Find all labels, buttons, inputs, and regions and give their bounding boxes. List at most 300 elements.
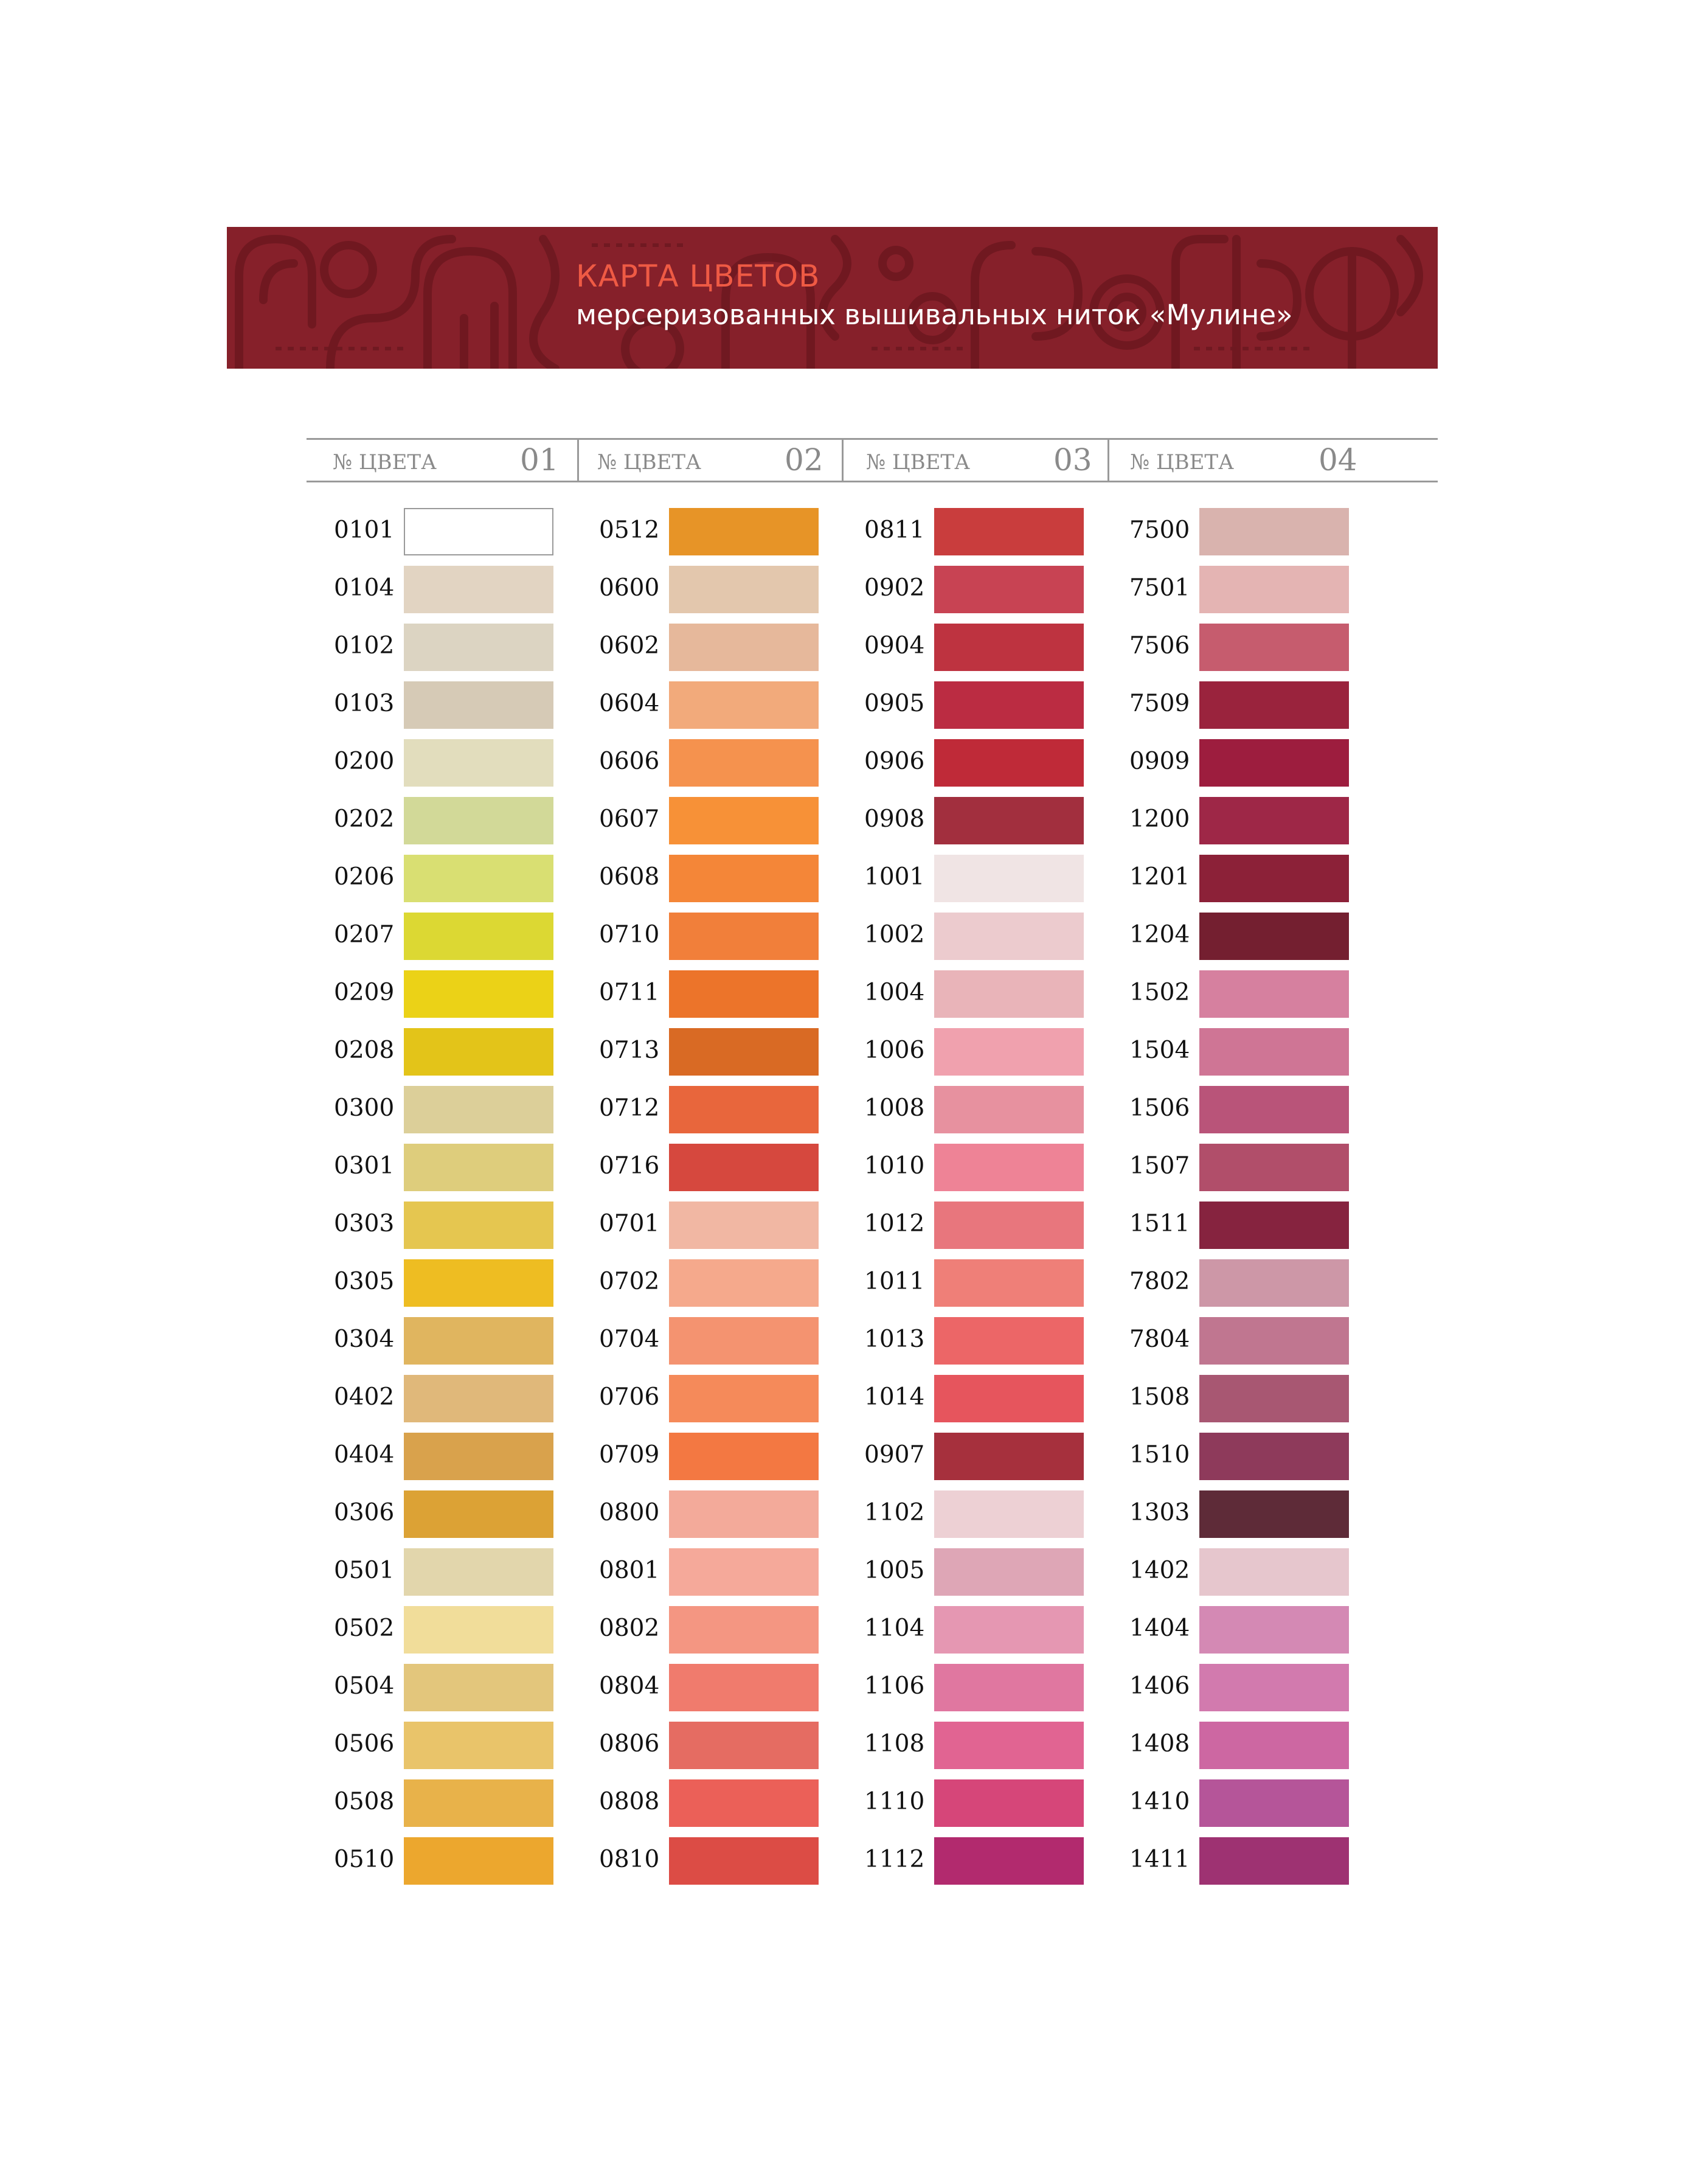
color-code: 1201 (1129, 863, 1190, 891)
color-code: 0710 (599, 921, 660, 948)
color-row (599, 1144, 854, 1192)
color-row (864, 681, 1120, 730)
color-code: 0702 (599, 1268, 660, 1295)
color-row (599, 1606, 854, 1655)
color-swatch (404, 1028, 553, 1076)
color-row (334, 855, 589, 903)
color-swatch (1199, 1317, 1349, 1365)
color-row (599, 739, 854, 788)
color-code: 1508 (1129, 1383, 1190, 1411)
color-code: 0404 (334, 1441, 395, 1469)
color-code: 0704 (599, 1326, 660, 1353)
color-swatch (669, 1664, 819, 1711)
color-row (864, 1490, 1120, 1539)
color-swatch (934, 1259, 1084, 1307)
table-header-bottom-rule (307, 481, 1438, 482)
color-row (599, 1548, 854, 1597)
color-row (334, 1259, 589, 1308)
color-code: 0806 (599, 1730, 660, 1758)
color-row (1129, 1664, 1385, 1713)
color-row (864, 1548, 1120, 1597)
color-code: 0600 (599, 574, 660, 602)
color-row (599, 1375, 854, 1424)
color-row (334, 1202, 589, 1250)
color-row (1129, 566, 1385, 614)
color-swatch (669, 566, 819, 613)
color-swatch (404, 1202, 553, 1249)
color-row (1129, 1144, 1385, 1192)
column-divider (577, 438, 579, 482)
color-swatch (404, 1837, 553, 1885)
color-row (864, 508, 1120, 557)
color-code: 0607 (599, 805, 660, 833)
page-title: КАРТА ЦВЕТОВ (576, 259, 820, 294)
color-code: 0800 (599, 1499, 660, 1526)
color-swatch (669, 970, 819, 1018)
color-code: 1404 (1129, 1615, 1190, 1642)
color-row (334, 797, 589, 846)
color-swatch (669, 1259, 819, 1307)
color-row (334, 624, 589, 672)
color-swatch (669, 508, 819, 555)
color-row (864, 624, 1120, 672)
color-code: 1303 (1129, 1499, 1190, 1526)
color-swatch (404, 913, 553, 960)
color-swatch (404, 855, 553, 902)
color-row (1129, 1259, 1385, 1308)
color-row (334, 739, 589, 788)
color-code: 1411 (1129, 1846, 1190, 1873)
color-row (1129, 739, 1385, 788)
page-subtitle: мерсеризованных вышивальных ниток «Мулине» (576, 299, 1293, 331)
color-swatch (1199, 739, 1349, 787)
color-code: 0905 (864, 690, 925, 717)
color-swatch (404, 1779, 553, 1827)
color-code: 0510 (334, 1846, 395, 1873)
color-swatch (404, 1433, 553, 1480)
color-row (599, 1490, 854, 1539)
color-row (1129, 1317, 1385, 1366)
color-row (1129, 1202, 1385, 1250)
color-row (1129, 1375, 1385, 1424)
color-code: 0104 (334, 574, 395, 602)
color-swatch (404, 1606, 553, 1654)
color-swatch (404, 1375, 553, 1422)
color-row (864, 1028, 1120, 1077)
color-row (1129, 1779, 1385, 1828)
color-code: 1506 (1129, 1094, 1190, 1122)
color-swatch (669, 1144, 819, 1191)
color-row (1129, 855, 1385, 903)
color-code: 0301 (334, 1152, 395, 1180)
color-swatch (1199, 1837, 1349, 1885)
color-swatch (404, 1490, 553, 1538)
color-code: 1002 (864, 921, 925, 948)
color-row (334, 1375, 589, 1424)
ornament-pattern (227, 227, 1438, 369)
color-swatch (1199, 1086, 1349, 1133)
color-swatch (1199, 1144, 1349, 1191)
color-code: 0512 (599, 516, 660, 544)
column-header-label: № ЦВЕТА (597, 450, 701, 475)
color-code: 0608 (599, 863, 660, 891)
color-swatch (1199, 1028, 1349, 1076)
header-banner (227, 227, 1438, 369)
color-row (334, 1144, 589, 1192)
color-code: 0716 (599, 1152, 660, 1180)
color-swatch (1199, 1548, 1349, 1596)
color-row (599, 508, 854, 557)
color-row (864, 970, 1120, 1019)
color-code: 0908 (864, 805, 925, 833)
color-swatch (934, 1548, 1084, 1596)
color-swatch (669, 855, 819, 902)
color-code: 0602 (599, 632, 660, 659)
color-row (599, 566, 854, 614)
color-swatch (934, 1779, 1084, 1827)
color-swatch (934, 624, 1084, 671)
color-swatch (669, 1490, 819, 1538)
color-code: 0712 (599, 1094, 660, 1122)
color-swatch (934, 508, 1084, 555)
color-swatch (1199, 624, 1349, 671)
color-code: 1001 (864, 863, 925, 891)
column-header-number: 04 (1319, 442, 1357, 478)
color-code: 0103 (334, 690, 395, 717)
color-code: 1511 (1129, 1210, 1190, 1237)
color-row (1129, 508, 1385, 557)
color-swatch (1199, 1375, 1349, 1422)
color-swatch (669, 681, 819, 729)
color-swatch (669, 1779, 819, 1827)
color-row (334, 1606, 589, 1655)
color-code: 1406 (1129, 1672, 1190, 1700)
color-swatch (669, 1317, 819, 1365)
column-divider (842, 438, 844, 482)
color-swatch (669, 739, 819, 787)
column-divider (1107, 438, 1109, 482)
color-swatch (934, 797, 1084, 844)
color-row (864, 1086, 1120, 1135)
color-swatch (1199, 1722, 1349, 1769)
color-code: 0101 (334, 516, 395, 544)
color-swatch (669, 1722, 819, 1769)
color-swatch (1199, 913, 1349, 960)
color-row (1129, 624, 1385, 672)
color-row (864, 1722, 1120, 1770)
color-code: 0709 (599, 1441, 660, 1469)
color-code: 1502 (1129, 979, 1190, 1006)
color-swatch (1199, 681, 1349, 729)
column-header-number: 02 (785, 442, 823, 478)
color-row (1129, 1837, 1385, 1886)
color-row (599, 1086, 854, 1135)
color-code: 1106 (864, 1672, 925, 1700)
color-swatch (669, 797, 819, 844)
color-swatch (934, 1202, 1084, 1249)
color-code: 0508 (334, 1788, 395, 1815)
color-code: 1004 (864, 979, 925, 1006)
color-code: 0202 (334, 805, 395, 833)
color-swatch (404, 1086, 553, 1133)
color-row (599, 1664, 854, 1713)
color-swatch (669, 1375, 819, 1422)
color-code: 1408 (1129, 1730, 1190, 1758)
color-code: 1200 (1129, 805, 1190, 833)
color-code: 0206 (334, 863, 395, 891)
color-row (599, 1028, 854, 1077)
color-code: 0907 (864, 1441, 925, 1469)
color-code: 1010 (864, 1152, 925, 1180)
color-swatch (934, 681, 1084, 729)
color-swatch (404, 508, 553, 555)
color-row (334, 566, 589, 614)
color-code: 1012 (864, 1210, 925, 1237)
color-row (864, 1664, 1120, 1713)
color-row (864, 1433, 1120, 1481)
color-swatch (1199, 970, 1349, 1018)
color-swatch (1199, 1606, 1349, 1654)
color-code: 0711 (599, 979, 660, 1006)
color-code: 0906 (864, 748, 925, 775)
column-header-label: № ЦВЕТА (866, 450, 970, 475)
color-code: 1104 (864, 1615, 925, 1642)
color-row (864, 1202, 1120, 1250)
color-row (599, 624, 854, 672)
color-swatch (934, 1317, 1084, 1365)
color-row (1129, 681, 1385, 730)
color-code: 0200 (334, 748, 395, 775)
color-row (334, 1317, 589, 1366)
color-code: 1108 (864, 1730, 925, 1758)
color-code: 0501 (334, 1557, 395, 1584)
color-swatch (404, 797, 553, 844)
color-row (864, 1779, 1120, 1828)
color-code: 7802 (1129, 1268, 1190, 1295)
color-swatch (934, 970, 1084, 1018)
color-code: 0810 (599, 1846, 660, 1873)
color-row (864, 1375, 1120, 1424)
color-row (599, 1433, 854, 1481)
color-code: 0303 (334, 1210, 395, 1237)
color-swatch (1199, 566, 1349, 613)
color-row (334, 1722, 589, 1770)
color-row (334, 1779, 589, 1828)
color-row (334, 1086, 589, 1135)
color-swatch (1199, 1664, 1349, 1711)
color-row (864, 739, 1120, 788)
color-row (599, 1722, 854, 1770)
color-code: 1011 (864, 1268, 925, 1295)
color-code: 1008 (864, 1094, 925, 1122)
color-swatch (669, 624, 819, 671)
color-swatch (934, 1086, 1084, 1133)
color-swatch (934, 1664, 1084, 1711)
color-swatch (669, 1606, 819, 1654)
color-row (599, 1837, 854, 1886)
color-row (864, 1317, 1120, 1366)
column-header-number: 01 (520, 442, 559, 478)
color-code: 0402 (334, 1383, 395, 1411)
color-row (1129, 1490, 1385, 1539)
color-swatch (934, 739, 1084, 787)
column-header-label: № ЦВЕТА (333, 450, 437, 475)
color-swatch (1199, 1779, 1349, 1827)
color-swatch (669, 913, 819, 960)
color-code: 0606 (599, 748, 660, 775)
color-swatch (934, 1606, 1084, 1654)
color-row (1129, 797, 1385, 846)
color-code: 0504 (334, 1672, 395, 1700)
color-code: 0811 (864, 516, 925, 544)
color-swatch (404, 681, 553, 729)
color-swatch (404, 1548, 553, 1596)
color-code: 0701 (599, 1210, 660, 1237)
color-swatch (934, 1028, 1084, 1076)
color-code: 1204 (1129, 921, 1190, 948)
color-row (599, 855, 854, 903)
color-swatch (1199, 1259, 1349, 1307)
color-row (334, 1664, 589, 1713)
color-row (599, 913, 854, 961)
color-swatch (404, 1317, 553, 1365)
color-row (1129, 1722, 1385, 1770)
color-row (334, 1028, 589, 1077)
color-code: 0207 (334, 921, 395, 948)
color-row (1129, 1433, 1385, 1481)
color-swatch (934, 1144, 1084, 1191)
color-swatch (934, 1837, 1084, 1885)
color-swatch (934, 566, 1084, 613)
color-row (334, 508, 589, 557)
color-swatch (404, 1722, 553, 1769)
color-code: 0804 (599, 1672, 660, 1700)
color-code: 0801 (599, 1557, 660, 1584)
color-code: 7506 (1129, 632, 1190, 659)
color-swatch (669, 1837, 819, 1885)
color-row (334, 1490, 589, 1539)
table-header-top-rule (307, 438, 1438, 440)
color-code: 0208 (334, 1037, 395, 1064)
color-swatch (1199, 1490, 1349, 1538)
color-swatch (404, 1259, 553, 1307)
color-swatch (934, 855, 1084, 902)
color-code: 7804 (1129, 1326, 1190, 1353)
color-row (864, 566, 1120, 614)
color-code: 0102 (334, 632, 395, 659)
color-code: 1510 (1129, 1441, 1190, 1469)
color-row (334, 970, 589, 1019)
color-row (334, 913, 589, 961)
color-code: 0909 (1129, 748, 1190, 775)
color-swatch (934, 1375, 1084, 1422)
color-swatch (404, 624, 553, 671)
color-code: 0604 (599, 690, 660, 717)
color-code: 1110 (864, 1788, 925, 1815)
color-code: 1014 (864, 1383, 925, 1411)
color-code: 0305 (334, 1268, 395, 1295)
color-row (334, 681, 589, 730)
color-row (1129, 1028, 1385, 1077)
column-header-number: 03 (1053, 442, 1092, 478)
color-row (864, 797, 1120, 846)
color-row (599, 1202, 854, 1250)
color-code: 7509 (1129, 690, 1190, 717)
color-row (599, 970, 854, 1019)
color-code: 0300 (334, 1094, 395, 1122)
color-row (864, 1144, 1120, 1192)
color-code: 1402 (1129, 1557, 1190, 1584)
color-code: 1102 (864, 1499, 925, 1526)
color-swatch (404, 1144, 553, 1191)
color-row (599, 681, 854, 730)
color-swatch (1199, 855, 1349, 902)
color-code: 0713 (599, 1037, 660, 1064)
color-row (599, 1259, 854, 1308)
color-code: 1504 (1129, 1037, 1190, 1064)
color-row (1129, 1606, 1385, 1655)
color-row (864, 1259, 1120, 1308)
color-swatch (404, 1664, 553, 1711)
color-row (864, 1837, 1120, 1886)
color-row (1129, 1086, 1385, 1135)
color-row (1129, 913, 1385, 961)
color-code: 0808 (599, 1788, 660, 1815)
color-code: 1112 (864, 1846, 925, 1873)
color-swatch (1199, 1202, 1349, 1249)
color-swatch (404, 970, 553, 1018)
color-swatch (934, 1722, 1084, 1769)
color-swatch (669, 1028, 819, 1076)
color-swatch (1199, 1433, 1349, 1480)
color-code: 1006 (864, 1037, 925, 1064)
color-code: 0502 (334, 1615, 395, 1642)
color-row (334, 1837, 589, 1886)
color-code: 0902 (864, 574, 925, 602)
color-row (864, 913, 1120, 961)
color-swatch (404, 739, 553, 787)
color-swatch (669, 1433, 819, 1480)
color-row (334, 1433, 589, 1481)
color-code: 0209 (334, 979, 395, 1006)
column-header-label: № ЦВЕТА (1130, 450, 1234, 475)
color-swatch (669, 1202, 819, 1249)
color-swatch (934, 913, 1084, 960)
color-swatch (669, 1086, 819, 1133)
color-code: 0904 (864, 632, 925, 659)
color-row (334, 1548, 589, 1597)
color-swatch (934, 1433, 1084, 1480)
color-swatch (1199, 508, 1349, 555)
color-code: 1005 (864, 1557, 925, 1584)
color-row (599, 1317, 854, 1366)
color-code: 0706 (599, 1383, 660, 1411)
color-row (599, 797, 854, 846)
color-row (864, 855, 1120, 903)
color-code: 1013 (864, 1326, 925, 1353)
color-swatch (404, 566, 553, 613)
color-code: 0306 (334, 1499, 395, 1526)
color-code: 7501 (1129, 574, 1190, 602)
color-code: 0506 (334, 1730, 395, 1758)
color-code: 1410 (1129, 1788, 1190, 1815)
color-swatch (669, 1548, 819, 1596)
color-code: 7500 (1129, 516, 1190, 544)
color-swatch (1199, 797, 1349, 844)
color-code: 0304 (334, 1326, 395, 1353)
color-code: 1507 (1129, 1152, 1190, 1180)
color-row (864, 1606, 1120, 1655)
